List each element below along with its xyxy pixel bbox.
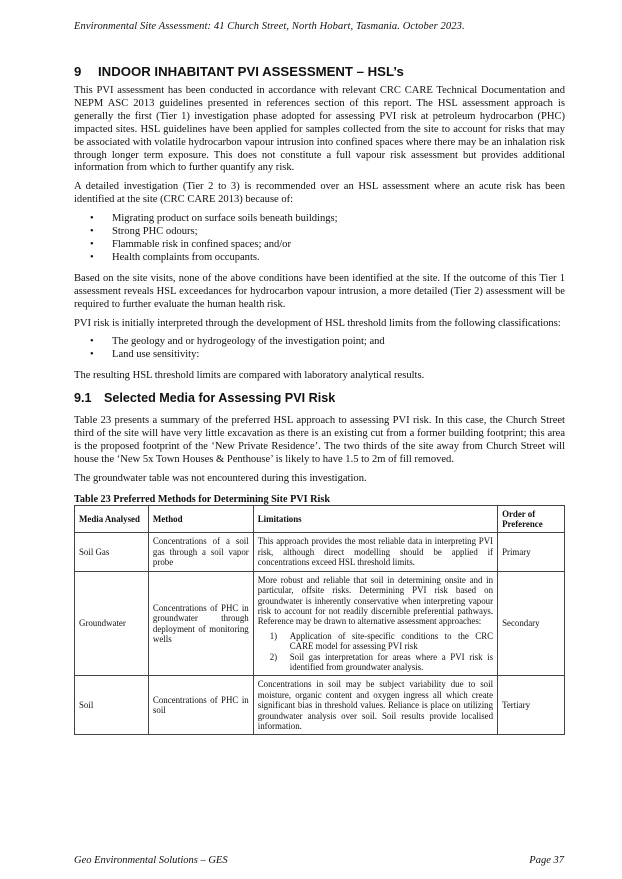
section-title: INDOOR INHABITANT PVI ASSESSMENT – HSL’s <box>98 64 404 79</box>
section-paragraph-2: A detailed investigation (Tier 2 to 3) is recommended over an HSL assessment where an acute risk has been identified at the site (CRC CARE 2013) because of: <box>74 181 565 206</box>
subsection-paragraph-1: Table 23 presents a summary of the preferred HSL approach to assessing PVI risk. In this case, the Church Street third of the site will have very little excavation as there is an existing cut from a former building footprint; this area is the proposed footprint of the ‘New Private Residence’. The two thirds of the site away from Church Street will house the ‘New 5x Town Houses & Penthouse’ is likely to have 1.5 to 2m of fill removed. <box>74 415 565 465</box>
section-heading <box>74 64 565 79</box>
header-method: Method <box>148 505 253 533</box>
bullet-icon: • <box>90 226 94 238</box>
section-paragraph-3: Based on the site visits, none of the above conditions have been identified at the site. If the outcome of this Tier 1 assessment reveals HSL exceedances for hydrocarbon vapour intrusion, a more detailed (Tier 2) assessment will be required to further evaluate the human health risk. <box>74 272 565 310</box>
page-content <box>74 64 565 735</box>
cell-limitations: Concentrations in soil may be subject variability due to soil moisture, organic content and oxygen ingress all which create significant bias in threshold values. Reliance is place on utilizing groundwater analysis over soil. Soil results provide localised information. <box>253 676 497 735</box>
list-item: • Health complaints from occupants. <box>90 251 260 263</box>
cell-order: Primary <box>498 533 565 571</box>
cell-media: Soil Gas <box>75 533 149 571</box>
table-caption: Table 23 Preferred Methods for Determining Site PVI Risk <box>74 493 330 505</box>
list-item: • Migrating product on surface soils beneath buildings; <box>90 213 338 225</box>
cell-order: Tertiary <box>498 676 565 735</box>
table-row <box>75 571 565 676</box>
bullet-icon: • <box>90 238 94 250</box>
cell-limitations <box>253 571 497 676</box>
list-item: • Land use sensitivity: <box>90 349 200 361</box>
table-header-row <box>75 505 565 533</box>
approach-steps <box>258 631 493 673</box>
list-item: • Strong PHC odours; <box>90 226 198 238</box>
list-item: • The geology and or hydrogeology of the investigation point; and <box>90 336 385 348</box>
list-item: 2) Soil gas interpretation for areas where a PVI risk is identified from groundwater analysis. <box>269 651 494 672</box>
list-item: 1) Application of site-specific conditions to the CRC CARE model for assessing PVI risk <box>269 630 494 652</box>
bullet-icon: • <box>90 251 94 263</box>
cell-method: Concentrations of a soil gas through a soil vapor probe <box>148 533 253 571</box>
section-number: 9 <box>74 64 82 79</box>
bullet-icon: • <box>90 349 94 361</box>
table-row <box>75 676 565 735</box>
cell-limitations: This approach provides the most reliable data in interpreting PVI risk, although direct modelling should be applied if concentrations exceed HSL threshold limits. <box>253 533 497 571</box>
subsection-heading <box>74 391 565 405</box>
limitations-text: More robust and reliable that soil in determining onsite and in particular, offsite risks. Determining PVI risk based on groundwater is inherently conservative when interpreting vapour risk to account for not readily discernible preferential pathways. Reference may be drawn to alternative assessment approaches: <box>257 574 494 627</box>
risk-conditions-list <box>74 213 565 265</box>
subsection-title: Selected Media for Assessing PVI Risk <box>104 391 336 406</box>
bullet-icon: • <box>90 336 94 348</box>
header-media: Media Analysed <box>75 505 149 533</box>
footer-company: Geo Environmental Solutions – GES <box>74 855 228 866</box>
bullet-icon: • <box>90 213 94 225</box>
page-header: Environmental Site Assessment: 41 Church Street, North Hobart, Tasmania. October 2023. <box>74 21 465 32</box>
cell-method: Concentrations of PHC in groundwater through deployment of monitoring wells <box>148 571 253 676</box>
table-row <box>75 533 565 571</box>
section-paragraph-5: The resulting HSL threshold limits are compared with laboratory analytical results. <box>74 370 425 382</box>
subsection-number: 9.1 <box>74 391 92 406</box>
cell-media: Soil <box>75 676 149 735</box>
section-paragraph-4: PVI risk is initially interpreted through the development of HSL threshold limits from the following classifications: <box>74 317 561 329</box>
pvi-methods-table <box>74 505 565 736</box>
subsection-paragraph-2: The groundwater table was not encountered during this investigation. <box>74 472 367 484</box>
cell-order: Secondary <box>498 571 565 676</box>
list-item: • Flammable risk in confined spaces; and/or <box>90 238 291 250</box>
classification-list <box>74 336 565 362</box>
header-limitations: Limitations <box>253 505 497 533</box>
footer-page-number: Page 37 <box>529 855 564 866</box>
cell-method: Concentrations of PHC in soil <box>148 676 253 735</box>
cell-media: Groundwater <box>75 571 149 676</box>
section-paragraph-1: This PVI assessment has been conducted in accordance with relevant CRC CARE Technical Documentation and NEPM ASC 2013 guidelines presented in references section of this report. The HSL assessment approach is generally the first (Tier 1) investigation phase adopted for assessing PVI risk at petroleum hydrocarbon (PHC) impacted sites. HSL guidelines have been applied for samples collected from the site to account for risks that may be associated with volatile hydrocarbon vapour intrusion into confined spaces where there may be an inhalation risk through longer term exposure. This does not constitute a full vapour risk assessment but provides additional information from which to further quantify any risk. <box>74 85 565 174</box>
header-order: Order of Preference <box>498 505 565 533</box>
